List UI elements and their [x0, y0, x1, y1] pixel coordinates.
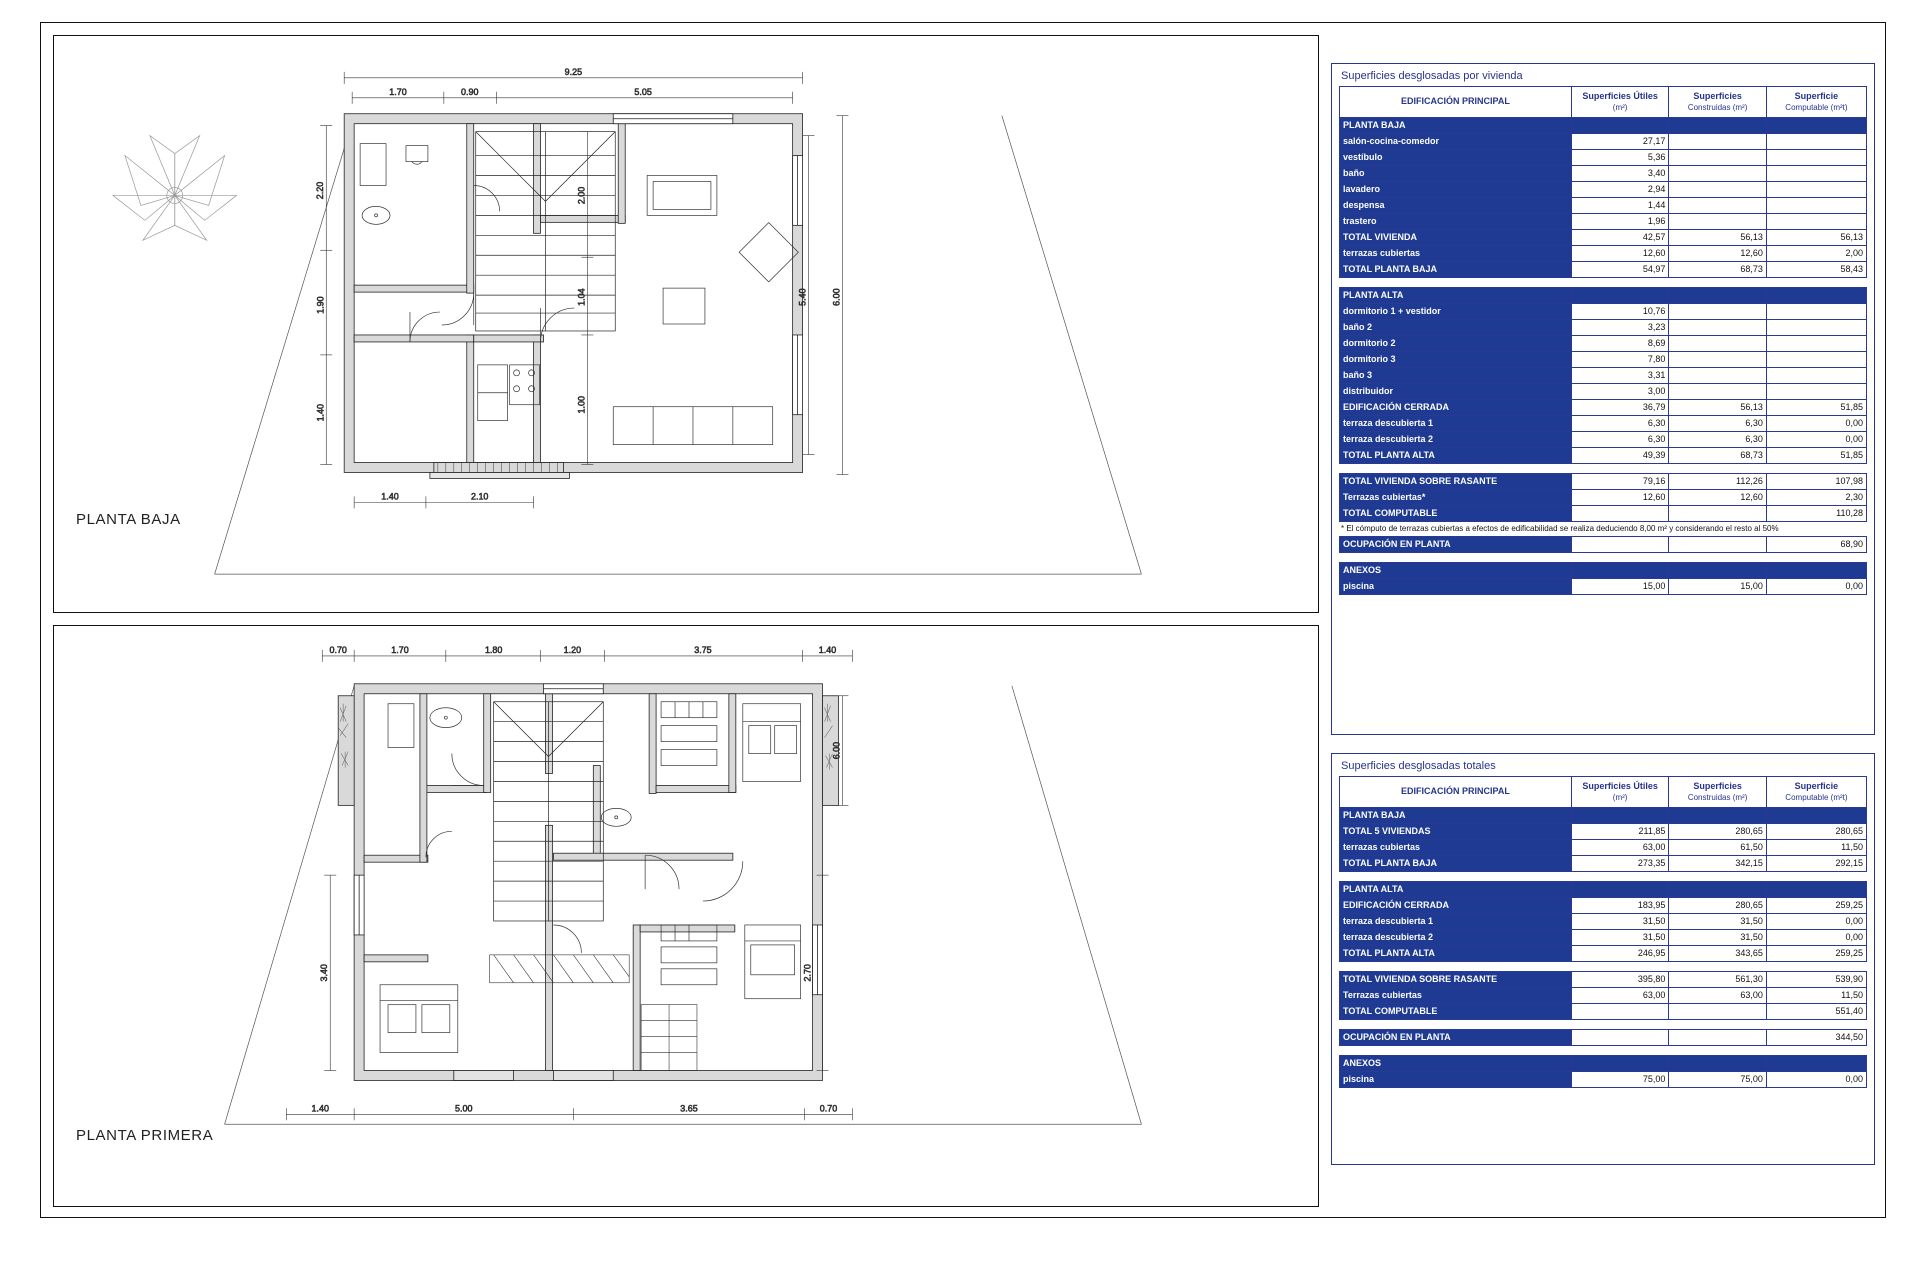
dim2-bottom-4: 0.70	[819, 1103, 838, 1114]
table-row: baño 3 3,31	[1340, 368, 1867, 384]
dim-left-1: 2.20	[315, 181, 326, 200]
dim-right-1: 5.40	[797, 288, 808, 306]
table-row: dormitorio 1 + vestidor 10,76	[1340, 304, 1867, 320]
dim-inner-3: 1.00	[576, 396, 587, 414]
table-row-section: ANEXOS	[1340, 563, 1867, 579]
dim2-bottom-1: 1.40	[311, 1103, 329, 1114]
table-vivienda-footnote: * El cómputo de terrazas cubiertas a efectos de edificabilidad se realiza deduciendo 8,00 m² y considerando el resto al 50%	[1341, 524, 1779, 533]
table-row-ocupacion: OCUPACIÓN EN PLANTA 68,90	[1340, 537, 1867, 553]
table-row: terraza descubierta 2 31,50 31,50 0,00	[1340, 930, 1867, 946]
table-row: baño 3,40	[1340, 166, 1867, 182]
dim2-right-2: 2.70	[802, 964, 813, 982]
panel-planta-primera	[53, 625, 1319, 1207]
table-row-total: TOTAL COMPUTABLE 110,28	[1340, 506, 1867, 522]
dim-inner-1: 2.00	[576, 186, 587, 205]
th-computable: Superficie Computable (m²t)	[1766, 87, 1866, 118]
table-row-total: Terrazas cubiertas 63,00 63,00 11,50	[1340, 988, 1867, 1004]
dim-left-2: 1.90	[315, 296, 326, 314]
dim2-bottom-2: 5.00	[455, 1103, 473, 1114]
table-row-total: TOTAL COMPUTABLE 551,40	[1340, 1004, 1867, 1020]
th-utiles-totales: Superficies Útiles (m²)	[1571, 777, 1668, 808]
table-row: terrazas cubiertas 63,00 61,50 11,50	[1340, 840, 1867, 856]
th-utiles: Superficies Útiles (m²)	[1571, 87, 1668, 118]
table-row-total: TOTAL VIVIENDA SOBRE RASANTE 395,80 561,30 539,90	[1340, 972, 1867, 988]
floorplan-planta-primera	[54, 626, 1318, 1206]
th-computable-totales: Superficie Computable (m²t)	[1766, 777, 1866, 808]
dim-inner-2: 1.04	[576, 288, 587, 306]
dim-top-3: 5.05	[634, 86, 652, 97]
table-row: EDIFICACIÓN CERRADA 36,79 56,13 51,85	[1340, 400, 1867, 416]
plan-title-planta-baja: PLANTA BAJA	[76, 511, 181, 528]
table-row: despensa 1,44	[1340, 198, 1867, 214]
th-edificacion: EDIFICACIÓN PRINCIPAL	[1340, 87, 1572, 118]
table-row: TOTAL PLANTA ALTA 246,95 343,65 259,25	[1340, 946, 1867, 962]
table-row-section: ANEXOS	[1340, 1056, 1867, 1072]
dim2-bottom-3: 3.65	[680, 1103, 698, 1114]
table-row: distribuidor 3,00	[1340, 384, 1867, 400]
table-row: terraza descubierta 1 6,30 6,30 0,00	[1340, 416, 1867, 432]
dim2-top-2: 1.70	[391, 644, 409, 655]
table-row: trastero 1,96	[1340, 214, 1867, 230]
table-totales-header-row	[1340, 777, 1867, 808]
table-row: TOTAL VIVIENDA 42,57 56,13 56,13	[1340, 230, 1867, 246]
table-row-ocupacion: OCUPACIÓN EN PLANTA 344,50	[1340, 1030, 1867, 1046]
dim2-top-4: 1.20	[563, 644, 582, 655]
table-row: piscina 15,00 15,00 0,00	[1340, 579, 1867, 595]
table-row: vestíbulo 5,36	[1340, 150, 1867, 166]
table-row-section: PLANTA BAJA	[1340, 118, 1867, 134]
dim2-top-1: 0.70	[329, 644, 347, 655]
table-row-total: Terrazas cubiertas* 12,60 12,60 2,30	[1340, 490, 1867, 506]
dim-top-1: 1.70	[389, 86, 407, 97]
floorplan-planta-baja	[54, 36, 1318, 612]
table-row-section: PLANTA ALTA	[1340, 288, 1867, 304]
table-row: EDIFICACIÓN CERRADA 183,95 280,65 259,25	[1340, 898, 1867, 914]
table-vivienda-header-row	[1340, 87, 1867, 118]
table-row: terraza descubierta 2 6,30 6,30 0,00	[1340, 432, 1867, 448]
table-row: dormitorio 3 7,80	[1340, 352, 1867, 368]
table-totales-caption: Superficies desglosadas totales	[1341, 760, 1496, 772]
th-construidas-totales: Superficies Construidas (m²)	[1669, 777, 1766, 808]
dim2-right-1: 6.00	[831, 741, 842, 760]
dim2-top-6: 1.40	[818, 644, 837, 655]
table-row-section: PLANTA ALTA	[1340, 882, 1867, 898]
panel-planta-baja	[53, 35, 1319, 613]
table-row: TOTAL PLANTA BAJA 54,97 68,73 58,43	[1340, 262, 1867, 278]
dim-top-overall: 9.25	[564, 66, 583, 77]
table-row: salón-cocina-comedor 27,17	[1340, 134, 1867, 150]
dim-right-2: 6.00	[831, 288, 842, 306]
dim2-left-1: 3.40	[319, 964, 330, 982]
dim-bottom-1: 1.40	[381, 491, 399, 502]
table-row: baño 2 3,23	[1340, 320, 1867, 336]
table-row: piscina 75,00 75,00 0,00	[1340, 1072, 1867, 1088]
table-row-section: PLANTA BAJA	[1340, 808, 1867, 824]
dim-left-3: 1.40	[315, 403, 326, 422]
table-row: lavadero 2,94	[1340, 182, 1867, 198]
th-edificacion-totales: EDIFICACIÓN PRINCIPAL	[1340, 777, 1572, 808]
dim-top-2: 0.90	[461, 86, 479, 97]
table-row: TOTAL PLANTA ALTA 49,39 68,73 51,85	[1340, 448, 1867, 464]
table-row-total: TOTAL VIVIENDA SOBRE RASANTE 79,16 112,26 107,98	[1340, 474, 1867, 490]
plan-title-planta-primera: PLANTA PRIMERA	[76, 1127, 214, 1144]
drawing-sheet	[40, 22, 1886, 1218]
dim-bottom-2: 2.10	[470, 491, 489, 502]
table-row: terraza descubierta 1 31,50 31,50 0,00	[1340, 914, 1867, 930]
table-row: terrazas cubiertas 12,60 12,60 2,00	[1340, 246, 1867, 262]
table-vivienda-caption: Superficies desglosadas por vivienda	[1341, 70, 1523, 82]
table-superficies-totales	[1331, 753, 1875, 1165]
dim2-top-5: 3.75	[694, 644, 712, 655]
th-construidas: Superficies Construidas (m²)	[1669, 87, 1766, 118]
table-row: dormitorio 2 8,69	[1340, 336, 1867, 352]
table-row: TOTAL 5 VIVIENDAS 211,85 280,65 280,65	[1340, 824, 1867, 840]
table-row: TOTAL PLANTA BAJA 273,35 342,15 292,15	[1340, 856, 1867, 872]
panel-tables	[1331, 35, 1875, 1207]
table-superficies-por-vivienda	[1331, 63, 1875, 735]
dim2-top-3: 1.80	[484, 644, 503, 655]
